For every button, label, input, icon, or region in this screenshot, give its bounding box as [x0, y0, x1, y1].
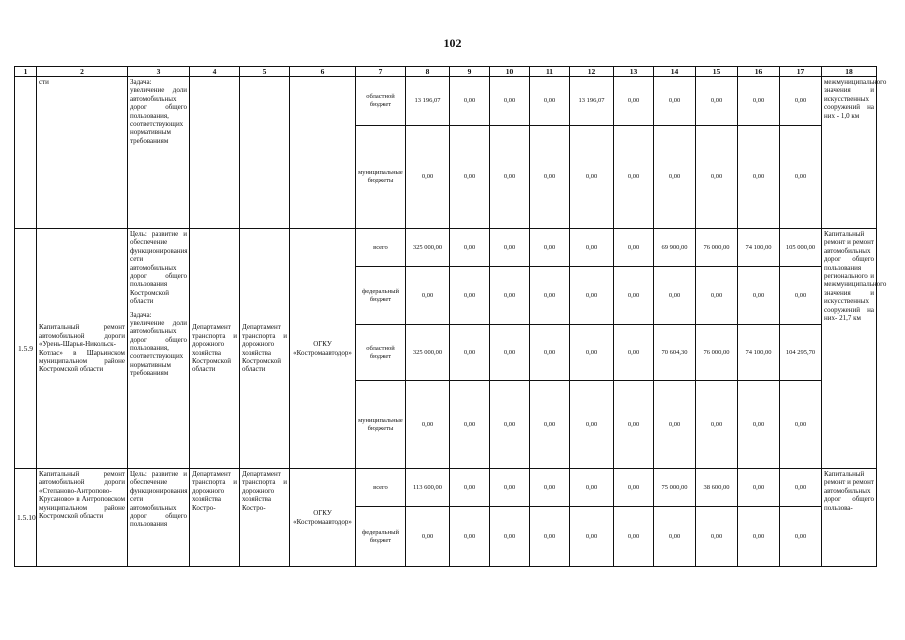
amount-cell: 0,00 [738, 381, 780, 469]
row-index: 1.5.10 [15, 469, 37, 567]
responsible-executor: Департамент транспорта и дорожного хозяйства Костромской области [190, 229, 240, 469]
amount-cell: 0,00 [490, 507, 530, 567]
amount-cell: 0,00 [530, 469, 570, 507]
co-executor [240, 77, 290, 229]
amount-cell: 0,00 [654, 126, 696, 229]
amount-cell: 104 295,70 [780, 325, 822, 381]
column-number: 16 [738, 67, 780, 77]
amount-cell: 105 000,00 [780, 229, 822, 267]
amount-cell: 38 600,00 [696, 469, 738, 507]
amount-cell: 0,00 [780, 507, 822, 567]
column-number: 9 [450, 67, 490, 77]
amount-cell: 0,00 [530, 381, 570, 469]
expected-result: Капитальный ремонт и ремонт автомобильных дорог общего пользования регионального и межмуниципального значения и искусственных сооружений на них- 21,7 км [822, 229, 877, 469]
amount-cell: 0,00 [490, 469, 530, 507]
amount-cell: 0,00 [570, 381, 614, 469]
responsible-executor: Департамент транспорта и дорожного хозяйства Костро- [190, 469, 240, 567]
amount-cell: 0,00 [490, 229, 530, 267]
goal-task-text: Цель: развитие и обеспечение функционирования сети автомобильных дорог общего пользования [128, 469, 190, 567]
amount-cell: 0,00 [530, 229, 570, 267]
goal-text: Цель: развитие и обеспечение функционирования сети автомобильных дорог общего пользования Костромской области [130, 230, 188, 306]
amount-cell: 69 900,00 [654, 229, 696, 267]
amount-cell: 0,00 [406, 507, 450, 567]
expected-result: Капитальный ремонт и ремонт автомобильных дорог общего пользова- [822, 469, 877, 567]
funding-source: областной бюджет [356, 77, 406, 126]
amount-cell: 0,00 [490, 325, 530, 381]
amount-cell: 0,00 [450, 381, 490, 469]
row-index: 1.5.9 [15, 229, 37, 469]
amount-cell: 0,00 [530, 325, 570, 381]
column-number: 5 [240, 67, 290, 77]
amount-cell: 0,00 [738, 267, 780, 325]
amount-cell: 13 196,07 [406, 77, 450, 126]
amount-cell: 76 000,00 [696, 229, 738, 267]
funding-source: федеральный бюджет [356, 507, 406, 567]
amount-cell: 0,00 [450, 126, 490, 229]
amount-cell: 0,00 [614, 469, 654, 507]
amount-cell: 0,00 [570, 229, 614, 267]
participant [290, 77, 356, 229]
co-executor: Департамент транспорта и дорожного хозяйства Костромской области [240, 229, 290, 469]
amount-cell: 325 000,00 [406, 325, 450, 381]
measure-name: Капитальный ремонт автомобильной дороги «Степаново-Антропово-Крусаново» в Антроповском муниципальном районе Костромской области [37, 469, 128, 567]
amount-cell: 113 600,00 [406, 469, 450, 507]
funding-source: муниципальные бюджеты [356, 381, 406, 469]
table-frame [14, 66, 887, 578]
amount-cell: 0,00 [696, 381, 738, 469]
amount-cell: 70 604,30 [654, 325, 696, 381]
amount-cell: 0,00 [530, 126, 570, 229]
amount-cell: 0,00 [530, 77, 570, 126]
table-row [15, 77, 877, 126]
funding-source: областной бюджет [356, 325, 406, 381]
funding-source: всего [356, 469, 406, 507]
program-table [14, 66, 887, 567]
amount-cell: 0,00 [654, 507, 696, 567]
amount-cell: 0,00 [780, 126, 822, 229]
table-row [15, 469, 877, 507]
amount-cell: 0,00 [780, 469, 822, 507]
participant: ОГКУ «Костромаавтодор» [290, 469, 356, 567]
column-number: 6 [290, 67, 356, 77]
column-number: 13 [614, 67, 654, 77]
amount-cell: 0,00 [490, 126, 530, 229]
amount-cell: 0,00 [654, 77, 696, 126]
column-number: 3 [128, 67, 190, 77]
amount-cell: 0,00 [570, 126, 614, 229]
column-number: 7 [356, 67, 406, 77]
co-executor: Департамент транспорта и дорожного хозяйства Костро- [240, 469, 290, 567]
funding-source: всего [356, 229, 406, 267]
amount-cell: 0,00 [406, 381, 450, 469]
amount-cell: 0,00 [614, 126, 654, 229]
amount-cell: 0,00 [614, 267, 654, 325]
expected-result: межмуниципального значения и искусственных сооружений на них - 1,0 км [822, 77, 877, 229]
column-number: 12 [570, 67, 614, 77]
amount-cell: 0,00 [406, 267, 450, 325]
amount-cell: 0,00 [450, 229, 490, 267]
amount-cell: 0,00 [614, 381, 654, 469]
amount-cell: 0,00 [570, 325, 614, 381]
amount-cell: 0,00 [406, 126, 450, 229]
amount-cell: 0,00 [614, 507, 654, 567]
amount-cell: 0,00 [696, 77, 738, 126]
amount-cell: 0,00 [490, 381, 530, 469]
amount-cell: 75 000,00 [654, 469, 696, 507]
amount-cell: 0,00 [614, 325, 654, 381]
amount-cell: 0,00 [490, 267, 530, 325]
column-number: 15 [696, 67, 738, 77]
column-number: 17 [780, 67, 822, 77]
goal-task-text [128, 229, 190, 469]
amount-cell: 0,00 [490, 77, 530, 126]
table-row [15, 229, 877, 267]
column-number: 10 [490, 67, 530, 77]
column-number: 2 [37, 67, 128, 77]
amount-cell: 0,00 [654, 267, 696, 325]
amount-cell: 0,00 [530, 267, 570, 325]
amount-cell: 0,00 [738, 126, 780, 229]
amount-cell: 0,00 [570, 507, 614, 567]
amount-cell: 76 000,00 [696, 325, 738, 381]
page-number: 102 [443, 36, 462, 50]
amount-cell: 74 100,00 [738, 325, 780, 381]
funding-source: муниципальные бюджеты [356, 126, 406, 229]
amount-cell: 0,00 [614, 229, 654, 267]
amount-cell: 0,00 [530, 507, 570, 567]
responsible-executor [190, 77, 240, 229]
measure-name: сти [37, 77, 128, 229]
row-index [15, 77, 37, 229]
amount-cell: 0,00 [450, 267, 490, 325]
amount-cell: 0,00 [450, 507, 490, 567]
amount-cell: 0,00 [570, 469, 614, 507]
funding-source: федеральный бюджет [356, 267, 406, 325]
measure-name: Капитальный ремонт автомобильной дороги «Урень-Шарья-Никольск-Котлас» в Шарьинском муниципальном районе Костромской области [37, 229, 128, 469]
amount-cell: 0,00 [738, 469, 780, 507]
amount-cell: 0,00 [780, 381, 822, 469]
amount-cell: 0,00 [780, 77, 822, 126]
column-number-row [15, 67, 877, 77]
column-number: 1 [15, 67, 37, 77]
goal-task-text: Задача: увеличение доли автомобильных дорог общего пользования, соответствующих нормативным требованиям [128, 77, 190, 229]
task-text: Задача: увеличение доли автомобильных дорог общего пользования, соответствующих нормативным требованиям [130, 310, 187, 378]
amount-cell: 325 000,00 [406, 229, 450, 267]
amount-cell: 0,00 [450, 77, 490, 126]
amount-cell: 0,00 [450, 469, 490, 507]
amount-cell: 0,00 [570, 267, 614, 325]
amount-cell: 0,00 [696, 267, 738, 325]
column-number: 4 [190, 67, 240, 77]
amount-cell: 0,00 [696, 507, 738, 567]
amount-cell: 74 100,00 [738, 229, 780, 267]
amount-cell: 0,00 [450, 325, 490, 381]
amount-cell: 0,00 [696, 126, 738, 229]
amount-cell: 0,00 [738, 507, 780, 567]
amount-cell: 0,00 [614, 77, 654, 126]
amount-cell: 0,00 [654, 381, 696, 469]
amount-cell: 0,00 [738, 77, 780, 126]
column-number: 14 [654, 67, 696, 77]
participant: ОГКУ «Костромаавтодор» [290, 229, 356, 469]
amount-cell: 13 196,07 [570, 77, 614, 126]
column-number: 8 [406, 67, 450, 77]
column-number: 18 [822, 67, 877, 77]
column-number: 11 [530, 67, 570, 77]
amount-cell: 0,00 [780, 267, 822, 325]
